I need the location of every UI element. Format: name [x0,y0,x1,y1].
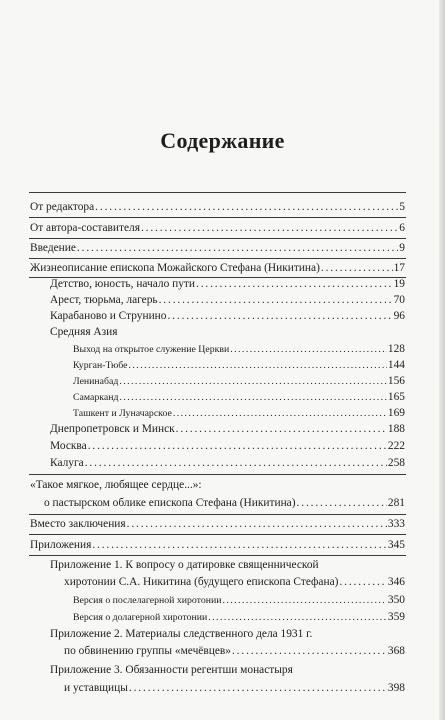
toc-entry: Версия о долагерной хиротонии . . . 359 [73,611,405,623]
toc-section-heading: Средняя Азия [50,326,118,338]
divider-line [29,514,406,515]
divider-line [29,238,406,239]
divider-line [29,474,406,475]
divider-line [29,534,406,535]
toc-entry-line1: Приложение 2. Материалы следственного дела 1931 г. [50,628,313,640]
divider-line [29,555,406,556]
toc-entry: Ташкент и Луначарское . . . 169 [73,407,405,419]
toc-entry: От редактора . . . 5 [30,201,405,213]
divider-line [29,258,406,259]
toc-entry: От автора-составителя . . . 6 [30,222,405,234]
divider-line [29,217,406,218]
toc-entry: Курган-Тюбе . . . 144 [73,359,405,371]
toc-entry: Калуга . . . 258 [50,457,405,469]
toc-entry: Приложения . . . 345 [30,539,405,551]
toc-entry: Карабаново и Струнино . . . 96 [50,310,405,322]
toc-entry: Ленинабад . . . 156 [73,375,405,387]
toc-entry: о пастырском облике епископа Стефана (Никитина) . . . 281 [30,497,405,509]
toc-entry-line1: Приложение 1. К вопросу о датировке священнической [50,559,319,571]
toc-entry: Детство, юность, начало пути . . . 19 [50,278,405,290]
divider-line [29,192,406,193]
toc-entry: Жизнеописание епископа Можайского Стефана (Никитина) . . . 17 [30,262,405,274]
toc-entry-line1: «Такое мягкое, любящее сердце...»: [30,479,202,491]
toc-entry: и уставщицы . . . 398 [50,682,405,694]
toc-entry: Днепропетровск и Минск . . . 188 [50,423,405,435]
toc-entry: Москва . . . 222 [50,440,405,452]
toc-entry: Выход на открытое служение Церкви . . . 128 [73,343,405,355]
toc-entry: Самарканд . . . 165 [73,391,405,403]
toc-entry: Версия о послелагерной хиротонии . . . 350 [73,594,405,606]
toc-entry: по обвинению группы «мечёвцев» . . . 368 [50,645,405,657]
page-title: Содержание [160,128,285,153]
toc-entry: Введение . . . 9 [30,242,405,254]
toc-entry: Арест, тюрьма, лагерь . . . 70 [50,294,405,306]
toc-entry: хиротонии С.А. Никитина (будущего епископа Стефана) . . . 346 [50,576,405,588]
toc-entry-line1: Приложение 3. Обязанности регентши монастыря [50,664,293,676]
toc-entry: Вместо заключения . . . 333 [30,518,405,530]
